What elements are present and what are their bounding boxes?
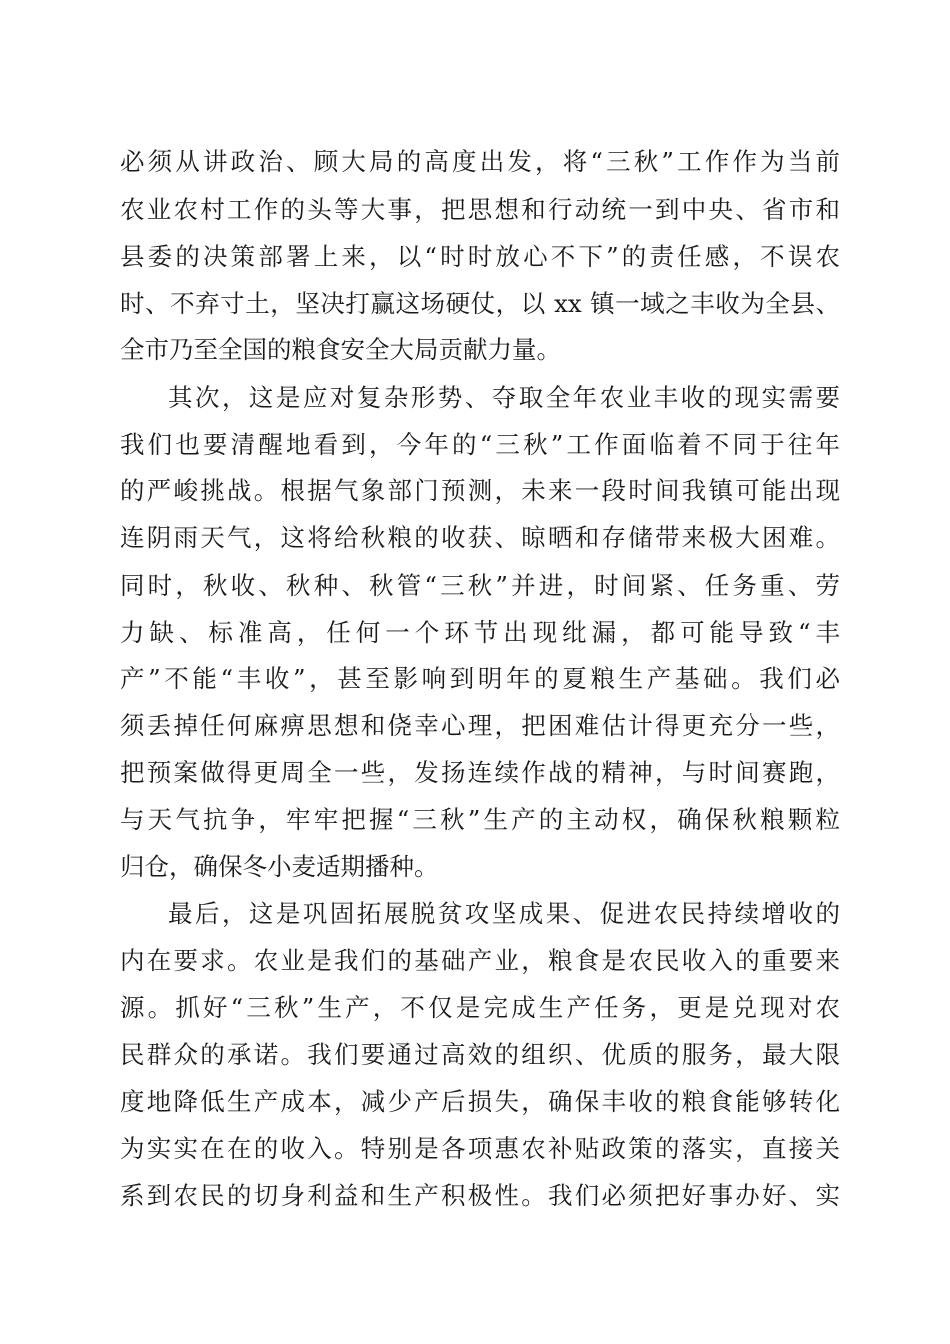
text-line: 为实实在在的收入。特别是各项惠农补贴政策的落实，直接关	[120, 1134, 840, 1163]
text-line: 农业农村工作的头等大事，把思想和行动统一到中央、省市和	[120, 195, 840, 224]
text-line: 须丢掉任何麻痹思想和侥幸心理，把困难估计得更充分一些，	[120, 711, 840, 740]
text-line: 把预案做得更周全一些，发扬连续作战的精神，与时间赛跑，	[120, 758, 840, 787]
paragraph-first-line: 最后，这是巩固拓展脱贫攻坚成果、促进农民持续增收的	[168, 899, 840, 928]
text-line: 力缺、标准高，任何一个环节出现纰漏，都可能导致“丰	[120, 618, 840, 647]
text-line: 度地降低生产成本，减少产后损失，确保丰收的粮食能够转化	[120, 1087, 840, 1116]
text-line: 连阴雨天气，这将给秋粮的收获、晾晒和存储带来极大困难。	[120, 523, 840, 552]
text-line: 必须从讲政治、顾大局的高度出发，将“三秋”工作作为当前	[120, 147, 840, 176]
text-line: 源。抓好“三秋”生产，不仅是完成生产任务，更是兑现对农	[120, 993, 840, 1022]
text-line: 系到农民的切身利益和生产积极性。我们必须把好事办好、实	[120, 1181, 840, 1210]
text-line: 县委的决策部署上来，以“时时放心不下”的责任感，不误农	[120, 242, 840, 271]
text-line: 同时，秋收、秋种、秋管“三秋”并进，时间紧、任务重、劳	[120, 571, 840, 600]
text-line: 内在要求。农业是我们的基础产业，粮食是农民收入的重要来	[120, 946, 840, 975]
text-line: 时、不弃寸土，坚决打赢这场硬仗，以 xx 镇一域之丰收为全县、	[120, 289, 840, 318]
paragraph-first-line: 其次，这是应对复杂形势、夺取全年农业丰收的现实需要	[168, 383, 840, 412]
text-line: 的严峻挑战。根据气象部门预测，未来一段时间我镇可能出现	[120, 476, 840, 505]
text-line: 民群众的承诺。我们要通过高效的组织、优质的服务，最大限	[120, 1040, 840, 1069]
text-line: 全市乃至全国的粮食安全大局贡献力量。	[120, 335, 561, 364]
text-line: 产”不能“丰收”，甚至影响到明年的夏粮生产基础。我们必	[120, 664, 840, 693]
text-line: 我们也要清醒地看到，今年的“三秋”工作面临着不同于往年	[120, 430, 840, 459]
text-line: 归仓，确保冬小麦适期播种。	[120, 852, 439, 881]
text-line: 与天气抗争，牢牢把握“三秋”生产的主动权，确保秋粮颗粒	[120, 805, 840, 834]
